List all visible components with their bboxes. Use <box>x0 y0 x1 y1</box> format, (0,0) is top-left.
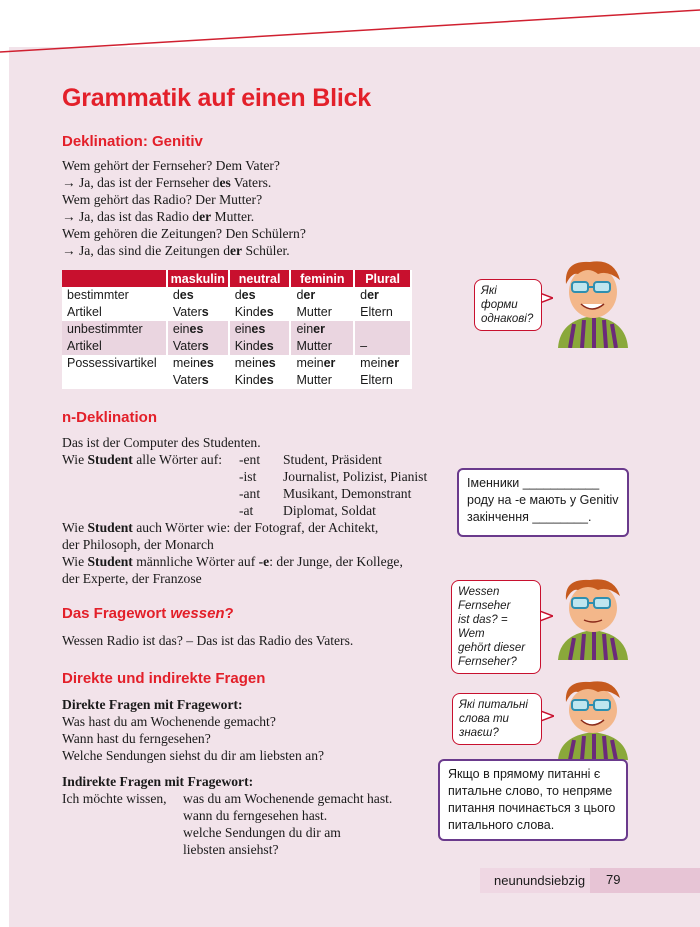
table-cell: – <box>354 338 411 355</box>
n-dekl-line-6: der Experte, der Franzose <box>62 571 202 586</box>
suffix-words: Student, Präsident <box>283 452 382 467</box>
table-cell: Vaters <box>167 372 229 389</box>
bubble-2-line-2: ist das? = Wem <box>458 614 508 640</box>
genitiv-line: → Ja, das ist das Radio der Mutter. <box>62 209 255 224</box>
box-2-line-2: питальне слово, то непряме <box>448 784 613 798</box>
bubble-3-line-2: слова ти знаєш? <box>459 713 509 739</box>
info-box-1 <box>457 468 629 537</box>
table-row <box>62 372 411 389</box>
table-cell: meiner <box>290 355 354 372</box>
table-cell <box>354 321 411 338</box>
box-1-line-1: Іменники ___________ <box>467 476 600 490</box>
n-dekl-line-4: der Philosoph, der Monarch <box>62 537 214 552</box>
table-header-cell: neutral <box>229 270 291 287</box>
table-cell: des <box>229 287 291 304</box>
boy-avatar-icon <box>548 254 638 348</box>
table-header-cell: feminin <box>290 270 354 287</box>
table-cell: Kindes <box>229 372 291 389</box>
top-divider-line <box>0 0 700 60</box>
bubble-2-line-3: gehört dieser <box>458 642 526 654</box>
indirekt-line-3: welche Sendungen du dir am <box>183 825 341 840</box>
table-row <box>62 304 411 321</box>
table-cell: Vaters <box>167 304 229 321</box>
genitiv-heading: Deklination: Genitiv <box>62 133 203 150</box>
table-row <box>62 338 411 355</box>
n-deklination-heading: n-Deklination <box>62 409 158 426</box>
table-header-cell: maskulin <box>167 270 229 287</box>
fragen-heading: Direkte und indirekte Fragen <box>62 670 266 687</box>
wessen-example: Wessen Radio ist das? – Das ist das Radio des Vaters. <box>62 633 354 648</box>
table-row <box>62 287 411 304</box>
n-dekl-line-2: Wie Student alle Wörter auf: <box>62 452 223 467</box>
table-cell: meiner <box>354 355 411 372</box>
table-row <box>62 355 411 372</box>
direkt-line-2: Wann hast du ferngesehen? <box>62 731 211 746</box>
bubble-1-line-2: однакові? <box>481 313 534 325</box>
table-cell: Kindes <box>229 304 291 321</box>
suffix-words: Diplomat, Soldat <box>283 503 376 518</box>
indirekt-intro: Ich möchte wissen, <box>62 791 167 806</box>
genitiv-line: → Ja, das sind die Zeitungen der Schüler. <box>62 243 290 258</box>
direkt-heading: Direkte Fragen mit Fragewort: <box>62 697 243 712</box>
indirekt-line-4: liebsten ansiehst? <box>183 842 279 857</box>
box-2-line-1: Якщо в прямому питанні є <box>448 767 601 781</box>
indirekt-line-2: wann du ferngesehen hast. <box>183 808 328 823</box>
direkt-line-3: Welche Sendungen siehst du dir am liebsten an? <box>62 748 325 763</box>
table-cell: Eltern <box>354 372 411 389</box>
genitiv-line: Wem gehört der Fernseher? Dem Vater? <box>62 158 280 173</box>
table-cell: meines <box>167 355 229 372</box>
boy-avatar-2-icon <box>548 574 638 660</box>
direkt-line-1: Was hast du am Wochenende gemacht? <box>62 714 276 729</box>
table-cell: des <box>167 287 229 304</box>
n-dekl-line-1: Das ist der Computer des Studenten. <box>62 435 261 450</box>
genitiv-line: Wem gehört das Radio? Der Mutter? <box>62 192 263 207</box>
footer-page-word: neunundsiebzig <box>494 873 586 888</box>
box-1-line-2: роду на -е мають у Genitiv <box>467 493 619 507</box>
table-header-cell: Plural <box>354 270 411 287</box>
table-cell: Mutter <box>290 372 354 389</box>
table-cell: Artikel <box>62 304 167 321</box>
table-cell: bestimmter <box>62 287 167 304</box>
table-cell: meines <box>229 355 291 372</box>
suffix-label: -ist <box>239 469 257 484</box>
table-cell: Mutter <box>290 338 354 355</box>
table-cell: Vaters <box>167 338 229 355</box>
table-row <box>62 321 411 338</box>
suffix-words: Musikant, Demonstrant <box>283 486 412 501</box>
table-cell: Mutter <box>290 304 354 321</box>
table-cell: Possessivartikel <box>62 355 167 372</box>
table-cell: einer <box>290 321 354 338</box>
n-dekl-line-3: Wie Student auch Wörter wie: der Fotograf, der Achitekt, <box>62 520 379 535</box>
suffix-words: Journalist, Polizist, Pianist <box>283 469 428 484</box>
speech-bubble-1 <box>474 279 542 331</box>
table-cell: Artikel <box>62 338 167 355</box>
table-cell: eines <box>229 321 291 338</box>
bubble-2-line-4: Fernseher? <box>458 656 517 668</box>
table-cell <box>62 372 167 389</box>
bubble-3-line-1: Які питальні <box>459 699 528 711</box>
suffix-label: -at <box>239 503 254 518</box>
page-title: Grammatik auf einen Blick <box>62 84 372 112</box>
table-cell: Eltern <box>354 304 411 321</box>
box-1-line-3: закінчення ________. <box>467 510 592 524</box>
n-dekl-line-5: Wie Student männliche Wörter auf -e: der Junge, der Kollege, <box>62 554 403 569</box>
boy-avatar-3-icon <box>548 678 638 760</box>
bubble-2-line-1: Wessen Fernseher <box>458 586 511 612</box>
bubble-1-line-1: Які форми <box>481 285 518 311</box>
genitiv-line: Wem gehören die Zeitungen? Den Schülern? <box>62 226 306 241</box>
declension-table <box>62 270 412 389</box>
page-number: 79 <box>606 872 621 887</box>
suffix-label: -ent <box>239 452 261 467</box>
table-cell: der <box>290 287 354 304</box>
table-cell: der <box>354 287 411 304</box>
box-2-line-3: питання починається з цього <box>448 801 616 815</box>
table-cell: eines <box>167 321 229 338</box>
speech-bubble-3 <box>452 693 542 745</box>
wessen-heading: Das Fragewort wessen? <box>62 605 234 622</box>
table-header-cell <box>62 270 167 287</box>
suffix-label: -ant <box>239 486 261 501</box>
table-cell: unbestimmter <box>62 321 167 338</box>
indirekt-line-1: was du am Wochenende gemacht hast. <box>183 791 393 806</box>
speech-bubble-2 <box>451 580 541 674</box>
info-box-2 <box>438 759 628 841</box>
genitiv-line: → Ja, das ist der Fernseher des Vaters. <box>62 175 272 190</box>
indirekt-heading: Indirekte Fragen mit Fragewort: <box>62 774 254 789</box>
box-2-line-4: питального слова. <box>448 818 555 832</box>
table-cell: Kindes <box>229 338 291 355</box>
